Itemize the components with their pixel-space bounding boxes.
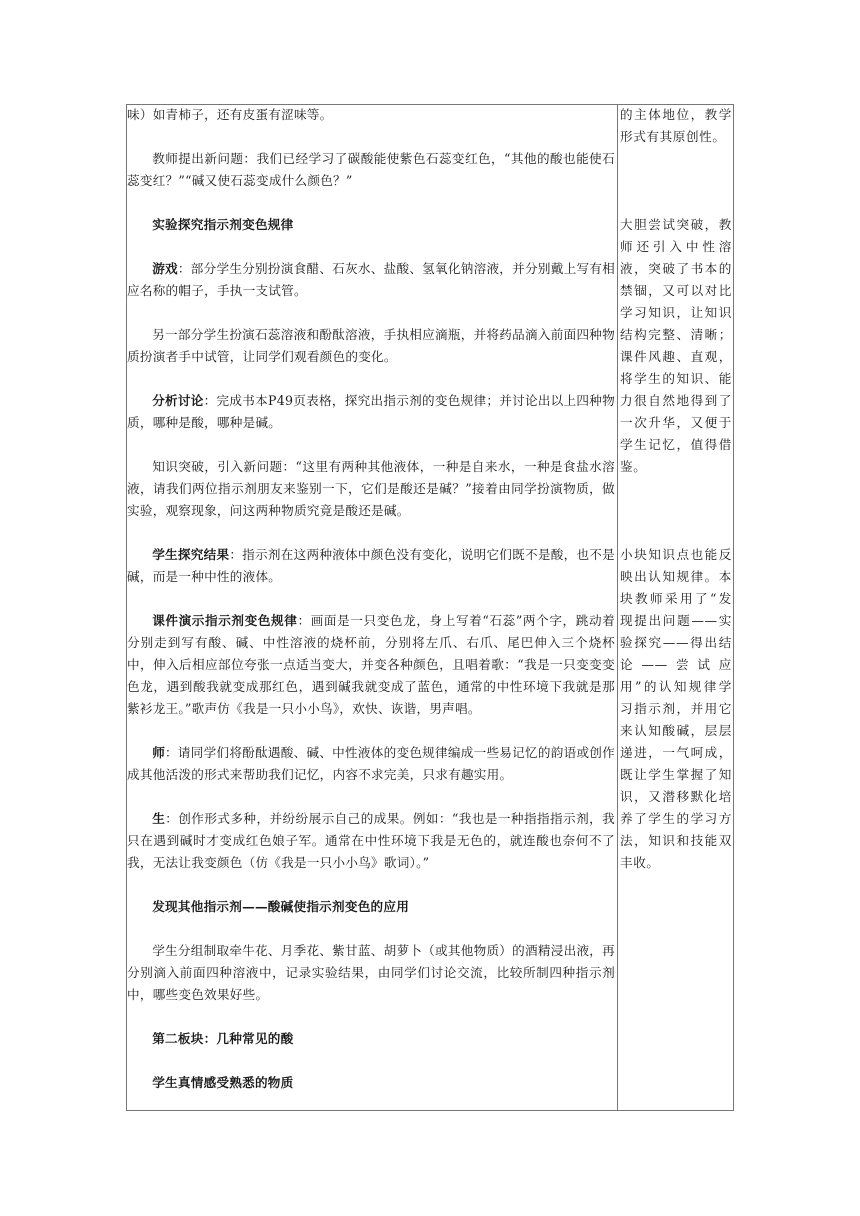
- comment-breakthrough: 大胆尝试突破，教师还引入中性溶液，突破了书本的禁锢，又可以对比学习知识，让知识结构完整、清晰；课件风趣、直观，将学生的知识、能力很自然地得到了一次升华，又便于学生记忆，值得借鉴。: [620, 217, 732, 474]
- paragraph-courseware: 课件演示指示剂变色规律：画面是一只变色龙，身上写着“石蕊”两个字，跳动着分别走到写有酸、碱、中性溶液的烧杯前，分别将左爪、右爪、尾巴伸入三个烧杯中，伸入后相应部位夸张一点适当变大，并变各种颜色，且唱着歌：“我是一只变变变色龙，遇到酸我就变成那红色，遇到碱我就变成了蓝色，通常的中性环境下我就是那紫衫龙王。”歌声仿《我是一只小小鸟》，欢快、诙谐，男声唱。: [127, 613, 615, 716]
- paragraph-analysis: 分析讨论：完成书本P49页表格，探究出指示剂的变色规律；并讨论出以上四种物质，哪种是酸，哪种是碱。: [127, 393, 616, 430]
- main-text-column: [127, 104, 615, 1094]
- paragraph-breakthrough: 知识突破，引入新问题：“这里有两种其他液体，一种是自来水，一种是食盐水溶液，请我们两位指示剂朋友来鉴别一下，它们是酸还是碱？”接着由同学扮演物质，做实验，观察现象，问这两种物质究竟是酸还是碱。: [127, 459, 615, 518]
- paragraph-results: 学生探究结果：指示剂在这两种液体中颜色没有变化，说明它们既不是酸，也不是碱，而是一种中性的液体。: [127, 547, 616, 584]
- heading-familiar-substances: 学生真情感受熟悉的物质: [152, 1075, 294, 1090]
- heading-indicator-experiment: 实验探究指示剂变色规律: [152, 217, 294, 232]
- label-courseware: 课件演示指示剂变色规律: [152, 613, 298, 628]
- comment-cognitive-law: 小块知识点也能反映出认知规律。本块教师采用了“发现提出问题——实验探究——得出结论——尝试应用”的认知规律学习指示剂，并用它来认知酸碱，层层递进，一气呵成，既让学生掌握了知识，又潜移默化培养了学生的学习方法，知识和技能双丰收。: [620, 547, 732, 870]
- paragraph-group-work: 学生分组制取牵牛花、月季花、紫甘蓝、胡萝卜（或其他物质）的酒精浸出液，再分别滴入前面四种溶液中，记录实验结果，由同学们讨论交流，比较所制四种指示剂中，哪些变色效果好些。: [127, 943, 615, 1002]
- heading-section-two: 第二板块：几种常见的酸: [152, 1031, 294, 1046]
- paragraph-teacher: 师：请同学们将酚酞遇酸、碱、中性液体的变色规律编成一些易记忆的韵语或创作成其他活泼的形式来帮助我们记忆，内容不求完美，只求有趣实用。: [127, 745, 616, 782]
- label-student: 生: [152, 811, 166, 826]
- column-divider: [617, 104, 618, 1111]
- commentary-column: [620, 104, 732, 874]
- heading-other-indicators: 发现其他指示剂——酸碱使指示剂变色的应用: [152, 899, 410, 914]
- paragraph-indicator-roles: 另一部分学生扮演石蕊溶液和酚酞溶液，手执相应滴瓶，并将药品滴入前面四种物质扮演者手中试管，让同学们观看颜色的变化。: [127, 327, 615, 364]
- label-analysis: 分析讨论: [152, 393, 204, 408]
- label-results: 学生探究结果: [152, 547, 230, 562]
- paragraph-student: 生：创作形式多种，并纷纷展示自己的成果。例如：“我也是一种指指指示剂，我只在遇到碱时才变成红色娘子军。通常在中性环境下我是无色的，就连酸也奈何不了我，无法让我变颜色（仿《我是一只小小鸟》歌词）。”: [127, 811, 616, 870]
- paragraph-continuation: 味）如青柿子，还有皮蛋有涩味等。: [127, 107, 333, 122]
- label-teacher: 师: [152, 745, 166, 760]
- label-game: 游戏: [152, 261, 178, 276]
- paragraph-game: 游戏：部分学生分别扮演食醋、石灰水、盐酸、氢氧化钠溶液，并分别戴上写有相应名称的帽子，手执一支试管。: [127, 261, 616, 298]
- comment-originality: 的主体地位，教学形式有其原创性。: [620, 107, 732, 144]
- paragraph-new-question: 教师提出新问题：我们已经学习了碳酸能使紫色石蕊变红色，“其他的酸也能使石蕊变红？”“碱又使石蕊变成什么颜色？”: [127, 151, 615, 188]
